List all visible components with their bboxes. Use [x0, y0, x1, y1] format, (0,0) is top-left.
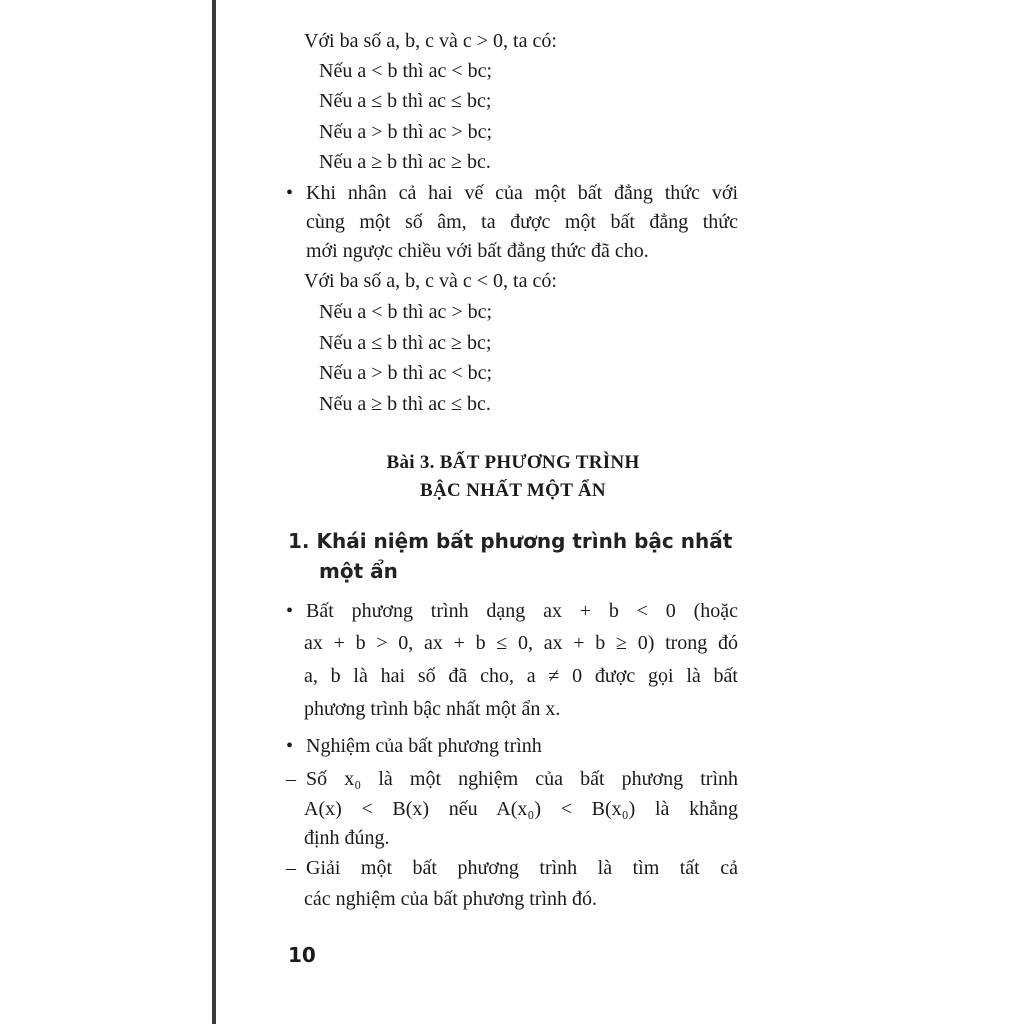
- intro-negative: Với ba số a, b, c và c < 0, ta có:: [304, 270, 557, 292]
- definition-line-3: a, b là hai số đã cho, a ≠ 0 được gọi là bất: [304, 665, 738, 687]
- negative-rule-line-1: Khi nhân cả hai vế của một bất đẳng thức với: [306, 182, 738, 204]
- rule-negative-1: Nếu a < b thì ac > bc;: [319, 301, 493, 323]
- dash-icon: –: [286, 857, 296, 879]
- bullet-icon: •: [286, 735, 294, 757]
- bullet-icon: •: [286, 600, 294, 622]
- intro-positive: Với ba số a, b, c và c > 0, ta có:: [304, 30, 557, 52]
- dash2-line-1: Giải một bất phương trình là tìm tất cả: [306, 857, 738, 879]
- bullet-icon: •: [286, 182, 294, 204]
- dash1-line-2: A(x) < B(x) nếu A(x₀) < B(x₀) là khẳng: [304, 798, 738, 820]
- rule-positive-2: Nếu a ≤ b thì ac ≤ bc;: [319, 90, 492, 112]
- lesson-title-line-2: BẬC NHẤT MỘT ẨN: [420, 480, 606, 501]
- negative-rule-line-3: mới ngược chiều với bất đẳng thức đã cho.: [306, 240, 649, 262]
- rule-positive-3: Nếu a > b thì ac > bc;: [319, 121, 493, 143]
- lesson-title-line-1: Bài 3. BẤT PHƯƠNG TRÌNH: [386, 452, 640, 473]
- section-heading-line-2: một ẩn: [319, 559, 398, 583]
- section-heading-line-1: 1. Khái niệm bất phương trình bậc nhất: [288, 529, 733, 553]
- rule-positive-4: Nếu a ≥ b thì ac ≥ bc.: [319, 151, 491, 173]
- dash-icon: –: [286, 768, 296, 790]
- book-page: [216, 0, 810, 1024]
- page-number: 10: [288, 943, 316, 967]
- rule-negative-4: Nếu a ≥ b thì ac ≤ bc.: [319, 393, 491, 415]
- definition-line-4: phương trình bậc nhất một ẩn x.: [304, 698, 561, 720]
- dash2-line-2: các nghiệm của bất phương trình đó.: [304, 888, 597, 910]
- solution-heading: Nghiệm của bất phương trình: [306, 735, 542, 757]
- rule-negative-2: Nếu a ≤ b thì ac ≥ bc;: [319, 332, 492, 354]
- definition-line-1: Bất phương trình dạng ax + b < 0 (hoặc: [306, 600, 738, 622]
- dash1-line-3: định đúng.: [304, 827, 390, 849]
- rule-positive-1: Nếu a < b thì ac < bc;: [319, 60, 493, 82]
- definition-line-2: ax + b > 0, ax + b ≤ 0, ax + b ≥ 0) trong đó: [304, 632, 738, 654]
- dash1-line-1: Số x₀ là một nghiệm của bất phương trình: [306, 768, 738, 790]
- negative-rule-line-2: cùng một số âm, ta được một bất đẳng thức: [306, 211, 738, 233]
- rule-negative-3: Nếu a > b thì ac < bc;: [319, 362, 493, 384]
